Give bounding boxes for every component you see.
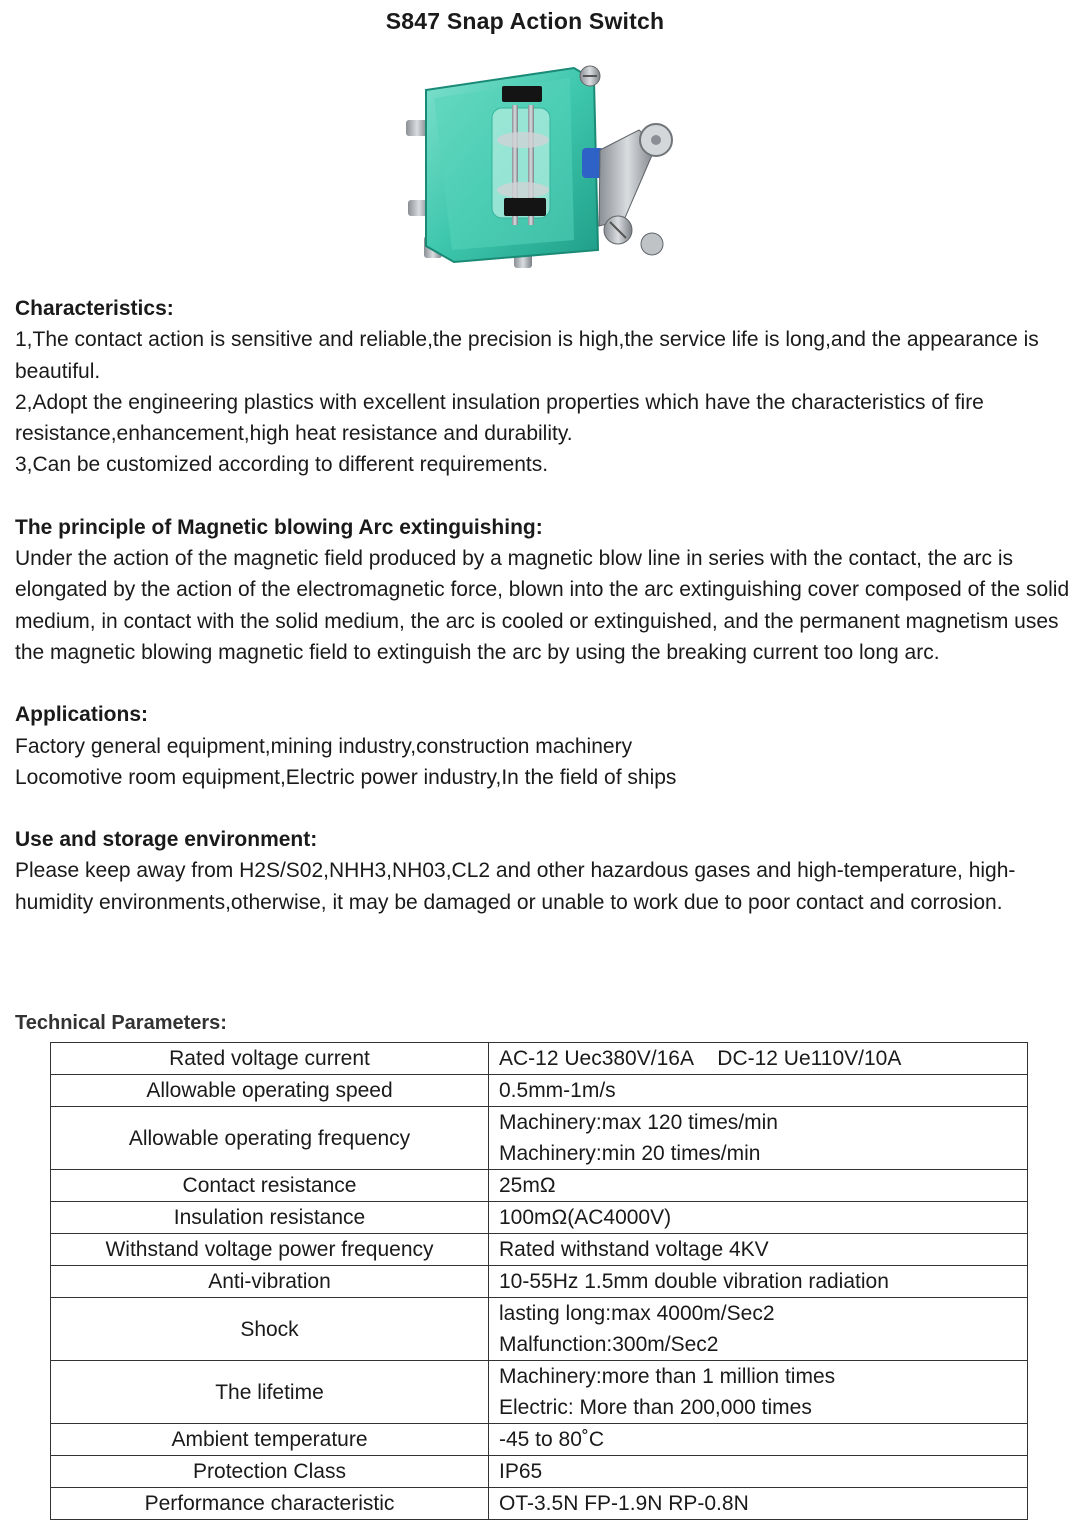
parameter-value-cell <box>489 1298 1028 1361</box>
parameter-value-cell <box>489 1266 1028 1298</box>
main-content <box>15 293 1070 949</box>
application-item: Factory general equipment,mining industry,construction machinery <box>15 734 633 758</box>
parameter-value: IP65 <box>499 1460 543 1483</box>
parameter-row <box>51 1075 1028 1107</box>
parameter-name: Insulation resistance <box>51 1202 489 1234</box>
applications-heading: Applications: <box>15 703 149 727</box>
parameter-name: Ambient temperature <box>51 1424 489 1456</box>
characteristic-item: 2,Adopt the engineering plastics with excellent insulation properties which have the characteristics of fire resistance,enhancement,high heat resistance and durability. <box>15 390 984 446</box>
parameter-row <box>51 1424 1028 1456</box>
parameter-name: Withstand voltage power frequency <box>51 1234 489 1266</box>
parameter-name: Protection Class <box>51 1456 489 1488</box>
parameter-value: lasting long:max 4000m/Sec2 <box>499 1302 775 1325</box>
parameter-value: -45 to 80˚C <box>499 1428 605 1451</box>
page-title: S847 Snap Action Switch <box>385 8 665 34</box>
parameter-value-cell <box>489 1234 1028 1266</box>
parameter-value: AC-12 Uec380V/16A DC-12 Ue110V/10A <box>499 1047 902 1070</box>
parameter-row <box>51 1107 1028 1170</box>
parameter-name: The lifetime <box>51 1361 489 1424</box>
principle-heading: The principle of Magnetic blowing Arc extinguishing: <box>15 515 543 539</box>
parameter-value: Machinery:min 20 times/min <box>499 1142 761 1165</box>
parameter-value: 10-55Hz 1.5mm double vibration radiation <box>499 1270 889 1293</box>
parameter-row <box>51 1488 1028 1520</box>
parameter-value-cell <box>489 1424 1028 1456</box>
parameter-name: Performance characteristic <box>51 1488 489 1520</box>
technical-parameters-table <box>50 1042 1028 1520</box>
principle-text: Under the action of the magnetic field produced by a magnetic blow line in series with the contact, the arc is elongated by the action of the electromagnetic force, blown into the arc extinguishing cover composed of the solid medium, in contact with the solid medium, the arc is cooled or extinguished, and the permanent magnetism uses the magnetic blowing magnetic field to extinguish the arc by using the breaking current too long arc. <box>15 547 1070 664</box>
parameter-name: Anti-vibration <box>51 1266 489 1298</box>
parameter-row <box>51 1170 1028 1202</box>
parameter-value: Rated withstand voltage 4KV <box>499 1238 769 1261</box>
parameter-row <box>51 1456 1028 1488</box>
storage-text: Please keep away from H2S/S02,NHH3,NH03,CL2 and other hazardous gases and high-temperature, high-humidity environments,otherwise, it may be damaged or unable to work due to poor contact and corrosion. <box>15 859 1016 914</box>
parameter-value: 100mΩ(AC4000V) <box>499 1206 672 1229</box>
storage-section <box>15 824 1070 918</box>
parameter-row <box>51 1266 1028 1298</box>
switch-illustration <box>394 50 694 282</box>
technical-heading: Technical Parameters: <box>15 1012 227 1034</box>
parameter-value: Machinery:max 120 times/min <box>499 1111 778 1134</box>
parameter-value-cell <box>489 1107 1028 1170</box>
characteristics-section <box>15 293 1070 481</box>
parameter-value-cell <box>489 1456 1028 1488</box>
parameter-value-cell <box>489 1043 1028 1075</box>
parameter-value: Machinery:more than 1 million times <box>499 1365 836 1388</box>
parameter-value: Electric: More than 200,000 times <box>499 1396 812 1419</box>
characteristic-item: 1,The contact action is sensitive and reliable,the precision is high,the service life is long,and the appearance is beautiful. <box>15 328 1039 383</box>
storage-heading: Use and storage environment: <box>15 828 318 852</box>
parameter-rows <box>51 1043 1028 1520</box>
application-item: Locomotive room equipment,Electric power industry,In the field of ships <box>15 765 677 789</box>
parameter-value: 25mΩ <box>499 1174 556 1197</box>
parameter-name: Shock <box>51 1298 489 1361</box>
parameter-row <box>51 1298 1028 1361</box>
principle-section <box>15 512 1070 668</box>
applications-section <box>15 699 1070 793</box>
parameter-value-cell <box>489 1488 1028 1520</box>
parameter-value: 0.5mm-1m/s <box>499 1079 616 1102</box>
parameter-name: Allowable operating frequency <box>51 1107 489 1170</box>
parameter-row <box>51 1234 1028 1266</box>
parameter-name: Rated voltage current <box>51 1043 489 1075</box>
parameter-value: Malfunction:300m/Sec2 <box>499 1333 719 1356</box>
parameter-value: OT-3.5N FP-1.9N RP-0.8N <box>499 1492 749 1515</box>
parameter-row <box>51 1043 1028 1075</box>
characteristic-item: 3,Can be customized according to different requirements. <box>15 453 549 477</box>
parameter-row <box>51 1361 1028 1424</box>
parameter-name: Allowable operating speed <box>51 1075 489 1107</box>
parameter-value-cell <box>489 1075 1028 1107</box>
characteristics-heading: Characteristics: <box>15 297 174 320</box>
product-photo <box>394 50 694 282</box>
parameter-value-cell <box>489 1170 1028 1202</box>
parameter-name: Contact resistance <box>51 1170 489 1202</box>
parameter-value-cell <box>489 1202 1028 1234</box>
parameter-value-cell <box>489 1361 1028 1424</box>
parameter-row <box>51 1202 1028 1234</box>
